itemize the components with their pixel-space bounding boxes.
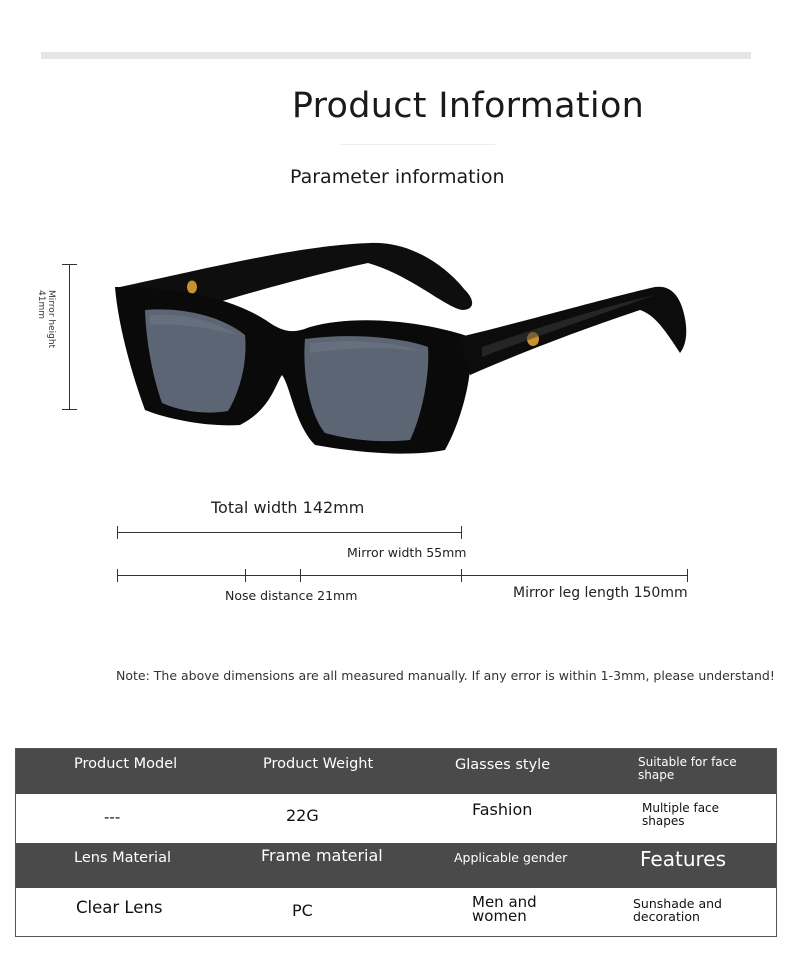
- cell-frame-value: PC: [292, 901, 313, 920]
- cell-product-weight: Product Weight: [263, 756, 374, 772]
- title-underline: [340, 144, 495, 145]
- table-row-values-1: [16, 794, 776, 843]
- cell-lens-material: Lens Material: [74, 850, 172, 866]
- cell-applicable-gender: Applicable gender: [454, 850, 568, 865]
- cell-gender-value: Men and women: [472, 893, 537, 925]
- lower-tick-3: [300, 569, 301, 582]
- lower-tick-5: [687, 569, 688, 582]
- mirror-height-ruler: [69, 264, 70, 409]
- cell-features-value: Sunshade and decoration: [633, 896, 722, 925]
- cell-face-shape-header: Suitable for face shape: [638, 755, 737, 782]
- mirror-width-label: Mirror width 55mm: [347, 545, 467, 560]
- lower-tick-2: [245, 569, 246, 582]
- total-width-tick-right: [461, 526, 462, 539]
- mirror-height-ruler-top-cap: [62, 264, 77, 265]
- mirror-height-value: 41mm: [36, 290, 46, 319]
- cell-lens-value: Clear Lens: [76, 898, 163, 917]
- cell-model-value: ---: [104, 808, 121, 826]
- table-row-header-1: [16, 749, 776, 794]
- cell-features: Features: [640, 847, 726, 871]
- far-hinge-rivet: [187, 281, 197, 294]
- cell-style-value: Fashion: [472, 800, 533, 819]
- cell-face-shape-value: Multiple face shapes: [642, 801, 720, 828]
- cell-weight-value: 22G: [286, 806, 319, 825]
- cell-product-model: Product Model: [74, 756, 178, 772]
- table-row-values-2: [16, 888, 776, 936]
- table-row-header-2: [16, 843, 776, 888]
- near-temple-arm: [460, 287, 686, 375]
- total-width-label: Total width 142mm: [211, 498, 365, 517]
- section-subtitle: Parameter information: [290, 166, 505, 188]
- right-lens: [304, 336, 428, 441]
- cell-frame-material: Frame material: [261, 846, 383, 865]
- mirror-height-label-text: Mirror height: [46, 290, 56, 349]
- measurement-note: Note: The above dimensions are all measured manually. If any error is within 1-3mm, please understand!: [116, 668, 775, 683]
- cell-glasses-style: Glasses style: [455, 757, 551, 773]
- nose-distance-label: Nose distance 21mm: [225, 588, 358, 603]
- sunglasses-image: [110, 235, 700, 470]
- page-title: Product Information: [291, 86, 645, 126]
- total-width-line: [118, 532, 462, 533]
- mirror-height-label: [36, 290, 56, 348]
- lower-tick-1: [117, 569, 118, 582]
- leg-length-label: Mirror leg length 150mm: [513, 585, 688, 601]
- total-width-tick-left: [117, 526, 118, 539]
- lower-dimension-line: [118, 575, 688, 576]
- top-divider-bar: [41, 52, 751, 59]
- mirror-height-ruler-bottom-cap: [62, 409, 77, 410]
- parameters-table: [15, 748, 777, 937]
- lower-tick-4: [461, 569, 462, 582]
